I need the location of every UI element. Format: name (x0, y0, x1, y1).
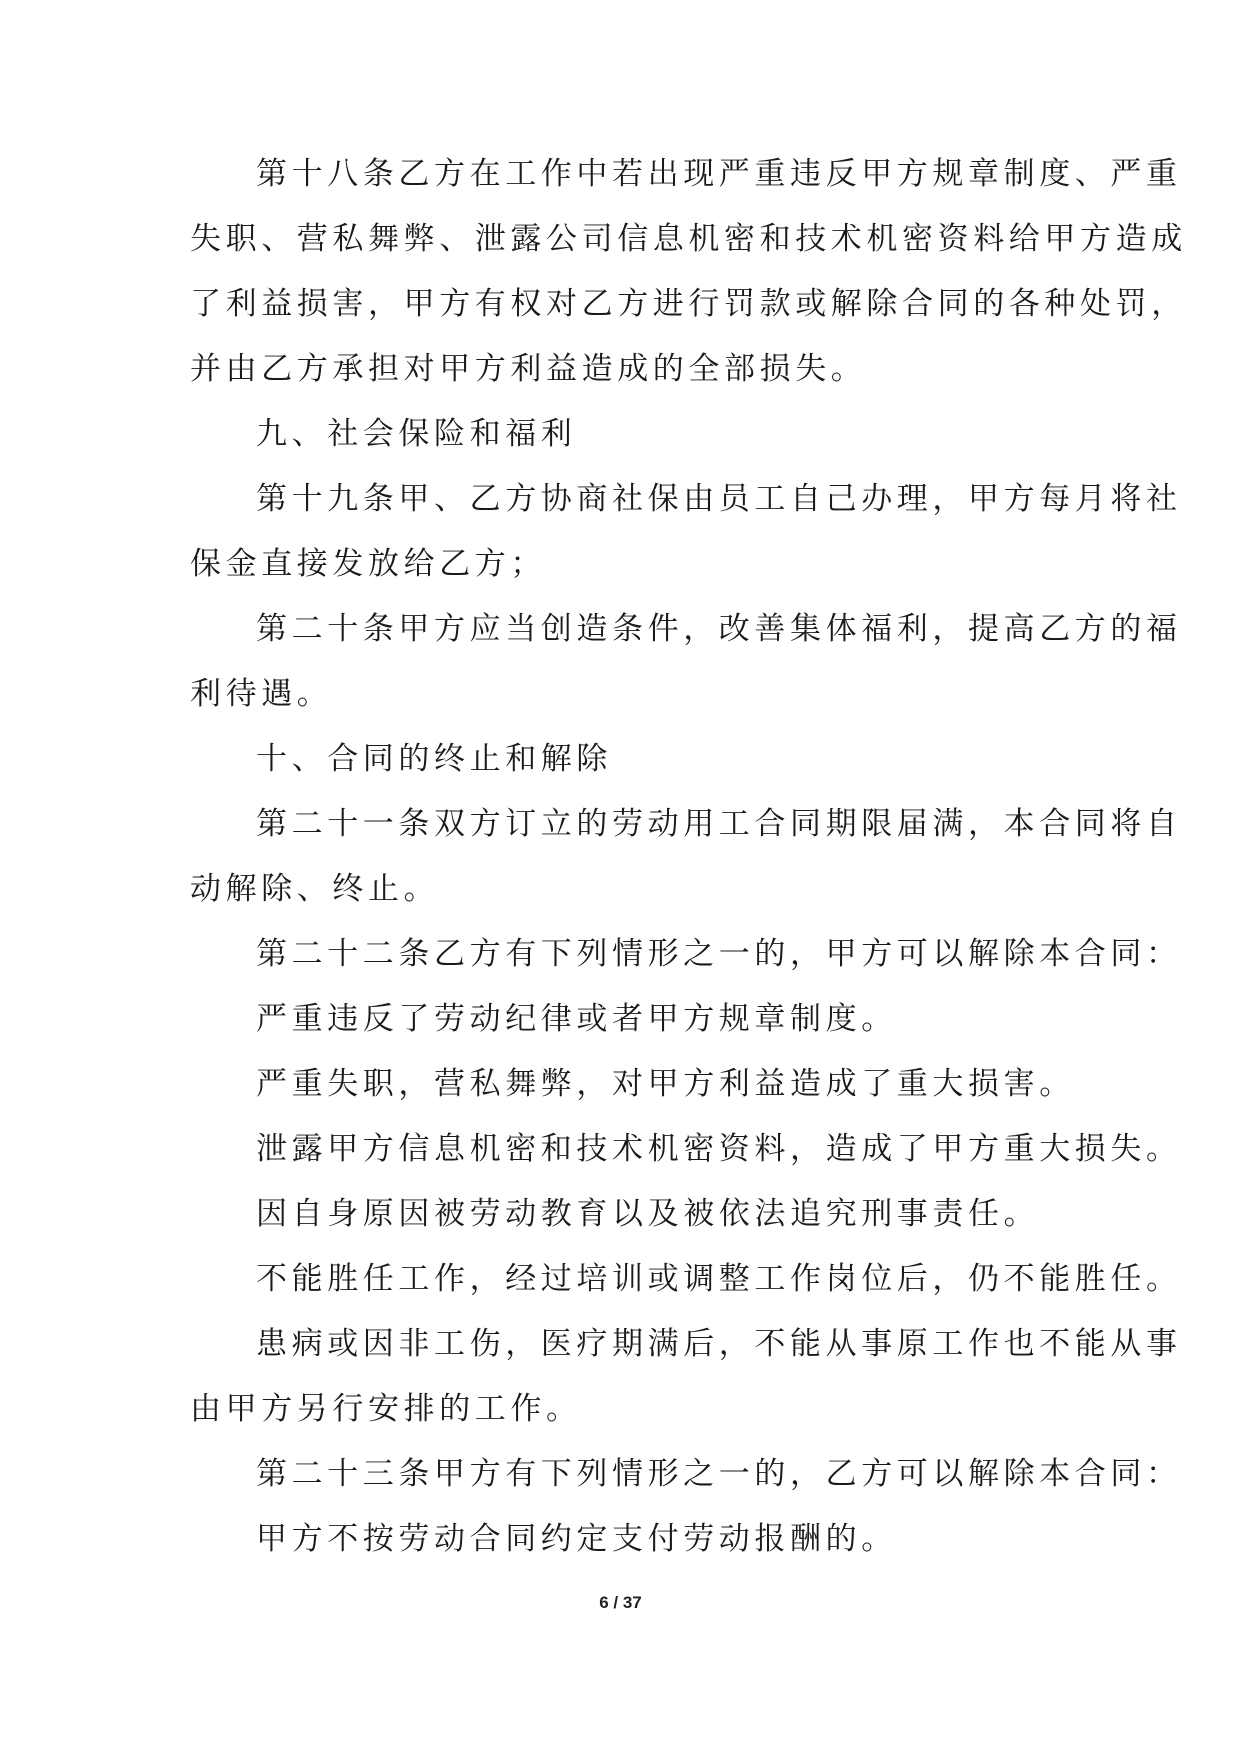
paragraph-line: 利待遇。 (190, 676, 333, 712)
paragraph-line: 保金直接发放给乙方； (190, 546, 546, 582)
page-number: 6 / 37 (599, 1593, 642, 1612)
list-item: 严重失职，营私舞弊，对甲方利益造成了重大损害。 (256, 1066, 1075, 1102)
section-heading: 九、社会保险和福利 (256, 416, 577, 452)
paragraph-line: 动解除、终止。 (190, 871, 440, 907)
paragraph-line: 第二十一条双方订立的劳动用工合同期限届满，本合同将自 (256, 806, 1182, 842)
list-item: 因自身原因被劳动教育以及被依法追究刑事责任。 (256, 1196, 1040, 1232)
list-item: 不能胜任工作，经过培训或调整工作岗位后，仍不能胜任。 (256, 1261, 1182, 1297)
list-item: 甲方不按劳动合同约定支付劳动报酬的。 (256, 1521, 897, 1557)
paragraph-line: 由甲方另行安排的工作。 (190, 1391, 582, 1427)
document-body (190, 156, 1187, 1586)
paragraph-line: 了利益损害，甲方有权对乙方进行罚款或解除合同的各种处罚， (190, 286, 1187, 322)
section-heading: 十、合同的终止和解除 (256, 741, 612, 777)
paragraph-line: 第二十三条甲方有下列情形之一的，乙方可以解除本合同： (256, 1456, 1182, 1492)
paragraph-line: 第二十条甲方应当创造条件，改善集体福利，提高乙方的福 (256, 611, 1182, 647)
list-item: 严重违反了劳动纪律或者甲方规章制度。 (256, 1001, 897, 1037)
list-item: 泄露甲方信息机密和技术机密资料，造成了甲方重大损失。 (256, 1131, 1182, 1167)
paragraph-line: 失职、营私舞弊、泄露公司信息机密和技术机密资料给甲方造成 (190, 221, 1187, 257)
paragraph-line: 第十八条乙方在工作中若出现严重违反甲方规章制度、严重 (256, 156, 1182, 192)
paragraph-line: 第二十二条乙方有下列情形之一的，甲方可以解除本合同： (256, 936, 1182, 972)
list-item: 患病或因非工伤，医疗期满后，不能从事原工作也不能从事 (256, 1326, 1182, 1362)
paragraph-line: 第十九条甲、乙方协商社保由员工自己办理，甲方每月将社 (256, 481, 1182, 517)
paragraph-line: 并由乙方承担对甲方利益造成的全部损失。 (190, 351, 867, 387)
